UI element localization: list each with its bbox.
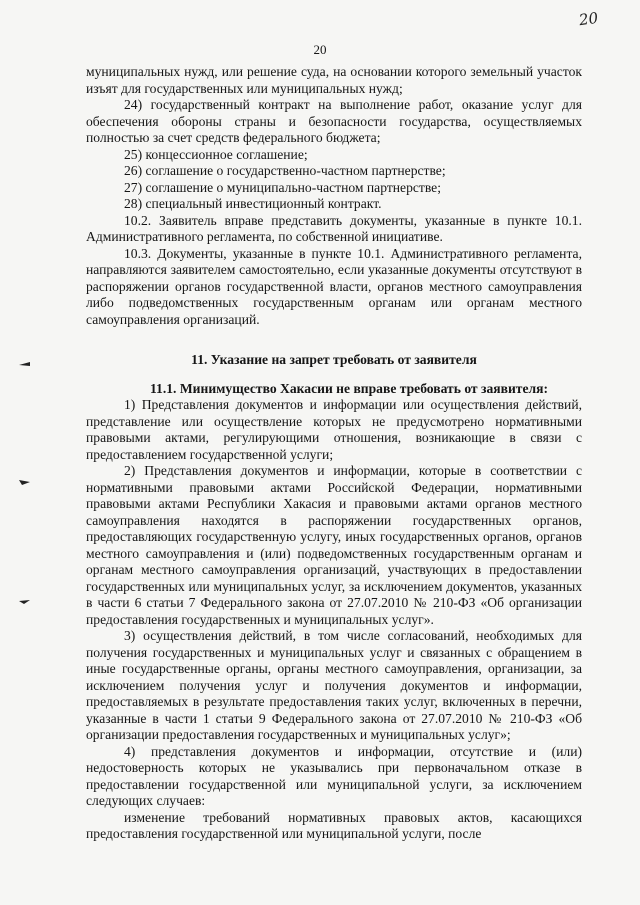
paragraph: 2) Представления документов и информации, которые в соответствии с нормативными правовыми актами Российской Федерации, нормативными правовыми актами Республики Хакасия и правовыми актами органов местного самоуправления находятся в распоряжении государственных органов, предоставляющих государственную услугу, иных государственных органов, органов местного самоуправления и (или) подведомственных государственным органам и органам местного самоуправления организаций, участвующих в предоставлении государственных или муниципальных услуг, за исключением документов, указанных в части 6 статьи 7 Федерального закона от 27.07.2010 № 210-ФЗ «Об организации предоставления государственных и муниципальных услуг».: [86, 463, 582, 627]
paragraph: муниципальных нужд, или решение суда, на основании которого земельный участок изъят для государственных или муниципальных нужд;: [86, 64, 582, 96]
section-heading: 11. Указание на запрет требовать от заявителя: [191, 352, 477, 367]
binding-hole-mark: [18, 478, 30, 483]
subsection-heading: 11.1. Минимущество Хакасии не вправе требовать от заявителя:: [150, 380, 549, 396]
paragraph: изменение требований нормативных правовых актов, касающихся предоставления государственной или муниципальной услуги, после: [86, 809, 582, 841]
binding-hole-mark: [18, 360, 30, 365]
binding-hole-mark: [18, 598, 30, 603]
paragraph: 26) соглашение о государственно-частном партнерстве;: [124, 163, 446, 178]
top-paragraphs: [86, 64, 582, 328]
paragraph: 1) Представления документов и информации или осуществления действий, представление или осуществление которых не предусмотрено нормативными правовыми актами, регулирующими отношения, возникающие в связи с предоставлением государственной услуги;: [86, 397, 582, 462]
paragraph: 3) осуществления действий, в том числе согласований, необходимых для получения государственных и муниципальных услуг и связанных с обращением в иные государственные органы, органы местного самоуправления, организации, за исключением получения услуг и получения документов и информации, предоставляемых в результате предоставления таких услуг, включенных в перечни, указанные в части 1 статьи 9 Федерального закона от 27.07.2010 № 210-ФЗ «Об организации предоставления государственных и муниципальных услуг»;: [86, 628, 582, 742]
paragraph: 10.3. Документы, указанные в пункте 10.1. Административного регламента, направляются заявителем самостоятельно, если указанные документы отсутствуют в распоряжении органов государственной власти, органов местного самоуправления либо подведомственных государственным органам или органам местного самоуправления организаций.: [86, 245, 582, 327]
page-number: 20: [313, 42, 327, 57]
paragraph: 25) концессионное соглашение;: [124, 146, 308, 162]
paragraph: 28) специальный инвестиционный контракт.: [124, 196, 382, 211]
paragraph: 10.2. Заявитель вправе представить документы, указанные в пункте 10.1. Административного регламента, по собственной инициативе.: [86, 212, 582, 244]
paragraph: 27) соглашение о муниципально-частном партнерстве;: [124, 179, 441, 195]
document-body: [86, 64, 582, 843]
handwritten-page-number: 20: [577, 8, 600, 30]
bottom-paragraphs: [86, 397, 582, 843]
paragraph: 4) представления документов и информации, отсутствие и (или) недостоверность которых не указывались при первоначальном отказе в предоставлении государственной или муниципальной услуги, за исключением следующих случаев:: [86, 743, 582, 808]
paragraph: 24) государственный контракт на выполнение работ, оказание услуг для обеспечения обороны страны и безопасности государства, осуществляемых полностью за счет средств федерального бюджета;: [86, 97, 582, 145]
